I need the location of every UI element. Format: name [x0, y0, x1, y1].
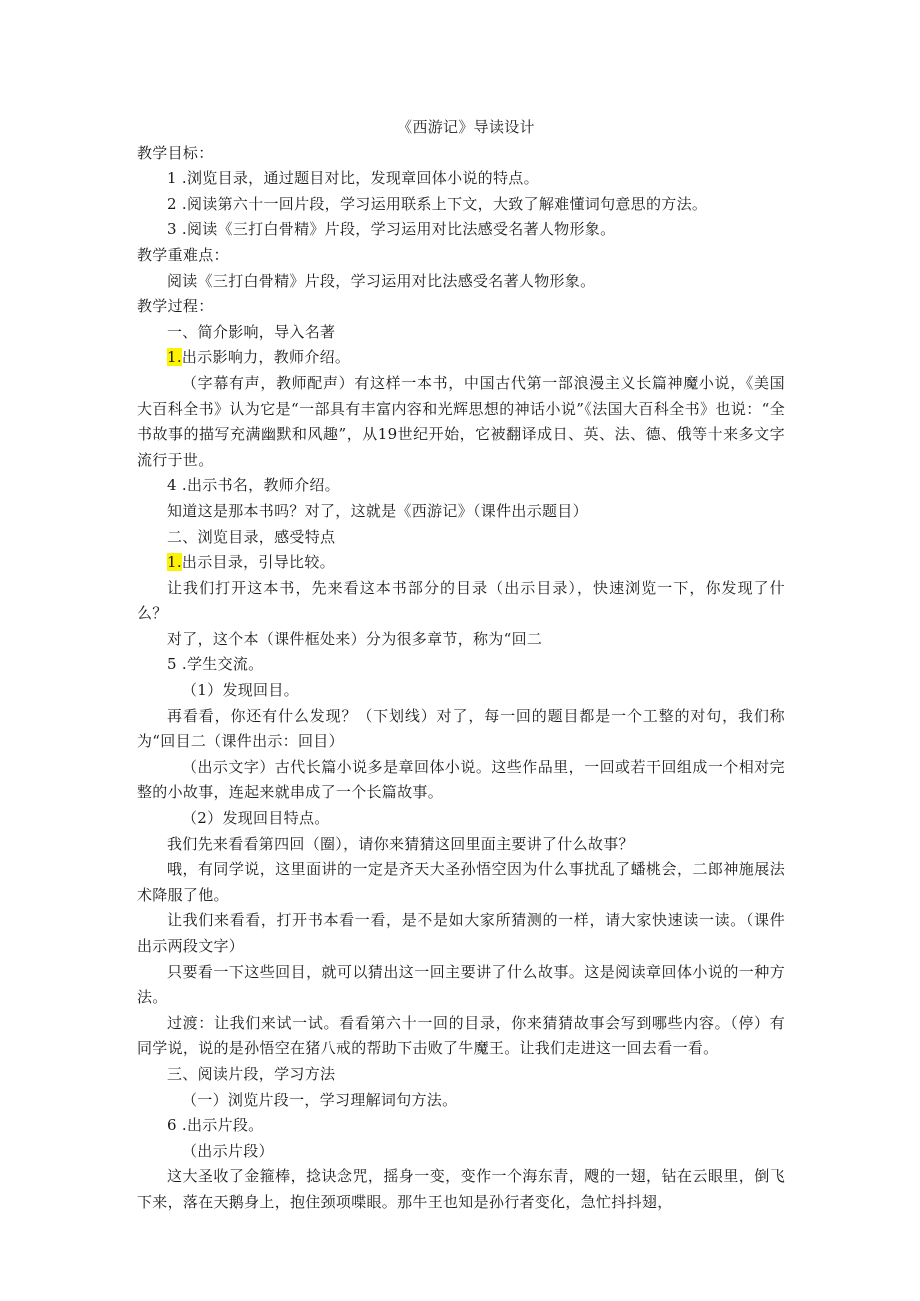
paragraph: [137, 499, 785, 525]
paragraph: [137, 857, 785, 908]
paragraph: [137, 652, 785, 678]
paragraph-text: 让我们打开这本书，先来看这本书部分的目录（出示目录），快速浏览一下，你发现了什么？: [137, 578, 785, 623]
paragraph: [137, 1139, 785, 1165]
paragraph-text: 教学目标：: [137, 143, 214, 162]
paragraph: [137, 320, 785, 346]
paragraph-text: 教学过程：: [137, 297, 214, 316]
paragraph: [137, 371, 785, 473]
paragraph: [137, 192, 785, 218]
paragraph: [137, 755, 785, 806]
paragraph-text: 教学重难点：: [137, 245, 229, 264]
paragraph-text: 哦，有同学说，这里面讲的一定是齐天大圣孙悟空因为什么事扰乱了蟠桃会，二郎神施展法术降服了他。: [137, 860, 785, 904]
paragraph-text: （出示文字）古代长篇小说多是章回体小说。这些作品里，一回或若干回组成一个相对完整的小故事，连起来就串成了一个长篇故事。: [137, 757, 785, 802]
paragraph-text: 2 .阅读第六十一回片段，学习运用联系上下文，大致了解难懂词句意思的方法。: [167, 194, 708, 213]
paragraph-text: 知道这是那本书吗？对了，这就是《西游记》（课件出示题目）: [167, 501, 588, 520]
paragraph: [137, 166, 785, 192]
paragraph: [137, 1164, 785, 1215]
paragraph: [137, 243, 785, 269]
paragraph-text: 过渡：让我们来试一试。看看第六十一回的目录，你来猜猜故事会写到哪些内容。（停）有同学说，说的是孙悟空在猪八戒的帮助下击败了牛魔王。让我们走进这一回去看一看。: [137, 1013, 785, 1058]
paragraph-text: （字幕有声，教师配声）有这样一本书，中国古代第一部浪漫主义长篇神魔小说，《美国大百科全书》认为它是“一部具有丰富内容和光辉思想的神话小说”《法国大百科全书》也说：“全书故事的描写充满幽默和风趣”，从19世纪开始，它被翻译成日、英、法、德、俄等十来多文字流行于世。: [137, 373, 785, 469]
paragraph: [137, 1062, 785, 1088]
paragraph: [137, 678, 785, 704]
paragraph: [137, 217, 785, 243]
paragraph-text: 出示影响力，教师介绍。: [181, 348, 351, 367]
paragraph: [137, 345, 785, 371]
paragraph-text: 阅读《三打白骨精》片段，学习运用对比法感受名著人物形象。: [167, 271, 596, 290]
paragraph-text: 出示目录，引导比较。: [181, 553, 335, 572]
paragraph: [137, 525, 785, 551]
paragraph-text: 这大圣收了金箍棒，捻诀念咒，摇身一变，变作一个海东青，飕的一翅，钻在云眼里，倒飞下来，落在天鹅身上，抱住颈项喋眼。那牛王也知是孙行者变化，急忙抖抖翅，: [137, 1167, 785, 1211]
paragraph: [137, 960, 785, 1011]
paragraph: [137, 908, 785, 959]
paragraph: [137, 576, 785, 627]
paragraph: [137, 473, 785, 499]
paragraph-text: 只要看一下这些回目，就可以猜出这一回主要讲了什么故事。这是阅读章回体小说的一种方法。: [137, 962, 785, 1007]
paragraph-text: 5 .学生交流。: [167, 655, 264, 674]
highlighted-list-number: 1.: [167, 553, 182, 572]
paragraph-text: 对了，这个本（课件框处来）分为很多章节，称为“回二: [167, 629, 543, 648]
document-title: 《西游记》导读设计: [397, 118, 535, 136]
paragraph-text: 一、简介影响，导入名著: [167, 322, 336, 341]
highlighted-list-number: 1.: [167, 348, 182, 367]
paragraph: [137, 550, 785, 576]
paragraph-text: 三、阅读片段，学习方法: [167, 1064, 336, 1083]
document-body: [137, 115, 785, 1216]
paragraph-text: 让我们来看看，打开书本看一看，是不是如大家所猜测的一样，请大家快速读一读。（课件出示两段文字）: [137, 911, 785, 955]
paragraph: [137, 1088, 785, 1114]
paragraph-text: 二、浏览目录，感受特点: [167, 527, 336, 546]
paragraph: [137, 1011, 785, 1062]
paragraph-text: 3 .阅读《三打白骨精》片段，学习运用对比法感受名著人物形象。: [167, 220, 616, 239]
paragraph: [137, 806, 785, 832]
paragraph: [137, 141, 785, 167]
paragraph-text: 4 .出示书名，教师介绍。: [167, 476, 340, 495]
paragraph: [137, 627, 785, 653]
paragraph: [137, 704, 785, 755]
paragraph-text: 再看看，你还有什么发现？（下划线）对了，每一回的题目都是一个工整的对句，我们称为“回目二（课件出示：回目）: [137, 706, 785, 751]
paragraph: [137, 1113, 785, 1139]
paragraph-text: （2）发现回目特点。: [182, 809, 330, 828]
paragraph-text: （一）浏览片段一，学习理解词句方法。: [182, 1090, 458, 1109]
paragraph: [137, 294, 785, 320]
paragraph-text: （1）发现回目。: [182, 681, 299, 700]
paragraph-text: 1 .浏览目录，通过题目对比，发现章回体小说的特点。: [167, 169, 539, 188]
paragraph-text: 6 .出示片段。: [167, 1116, 264, 1135]
paragraph: [137, 269, 785, 295]
paragraph: [137, 832, 785, 858]
paragraph-list: [137, 141, 785, 1216]
paragraph-text: 我们先来看看第四回（圈），请你来猜猜这回里面主要讲了什么故事？: [167, 834, 634, 853]
paragraph-text: （出示片段）: [182, 1141, 274, 1160]
